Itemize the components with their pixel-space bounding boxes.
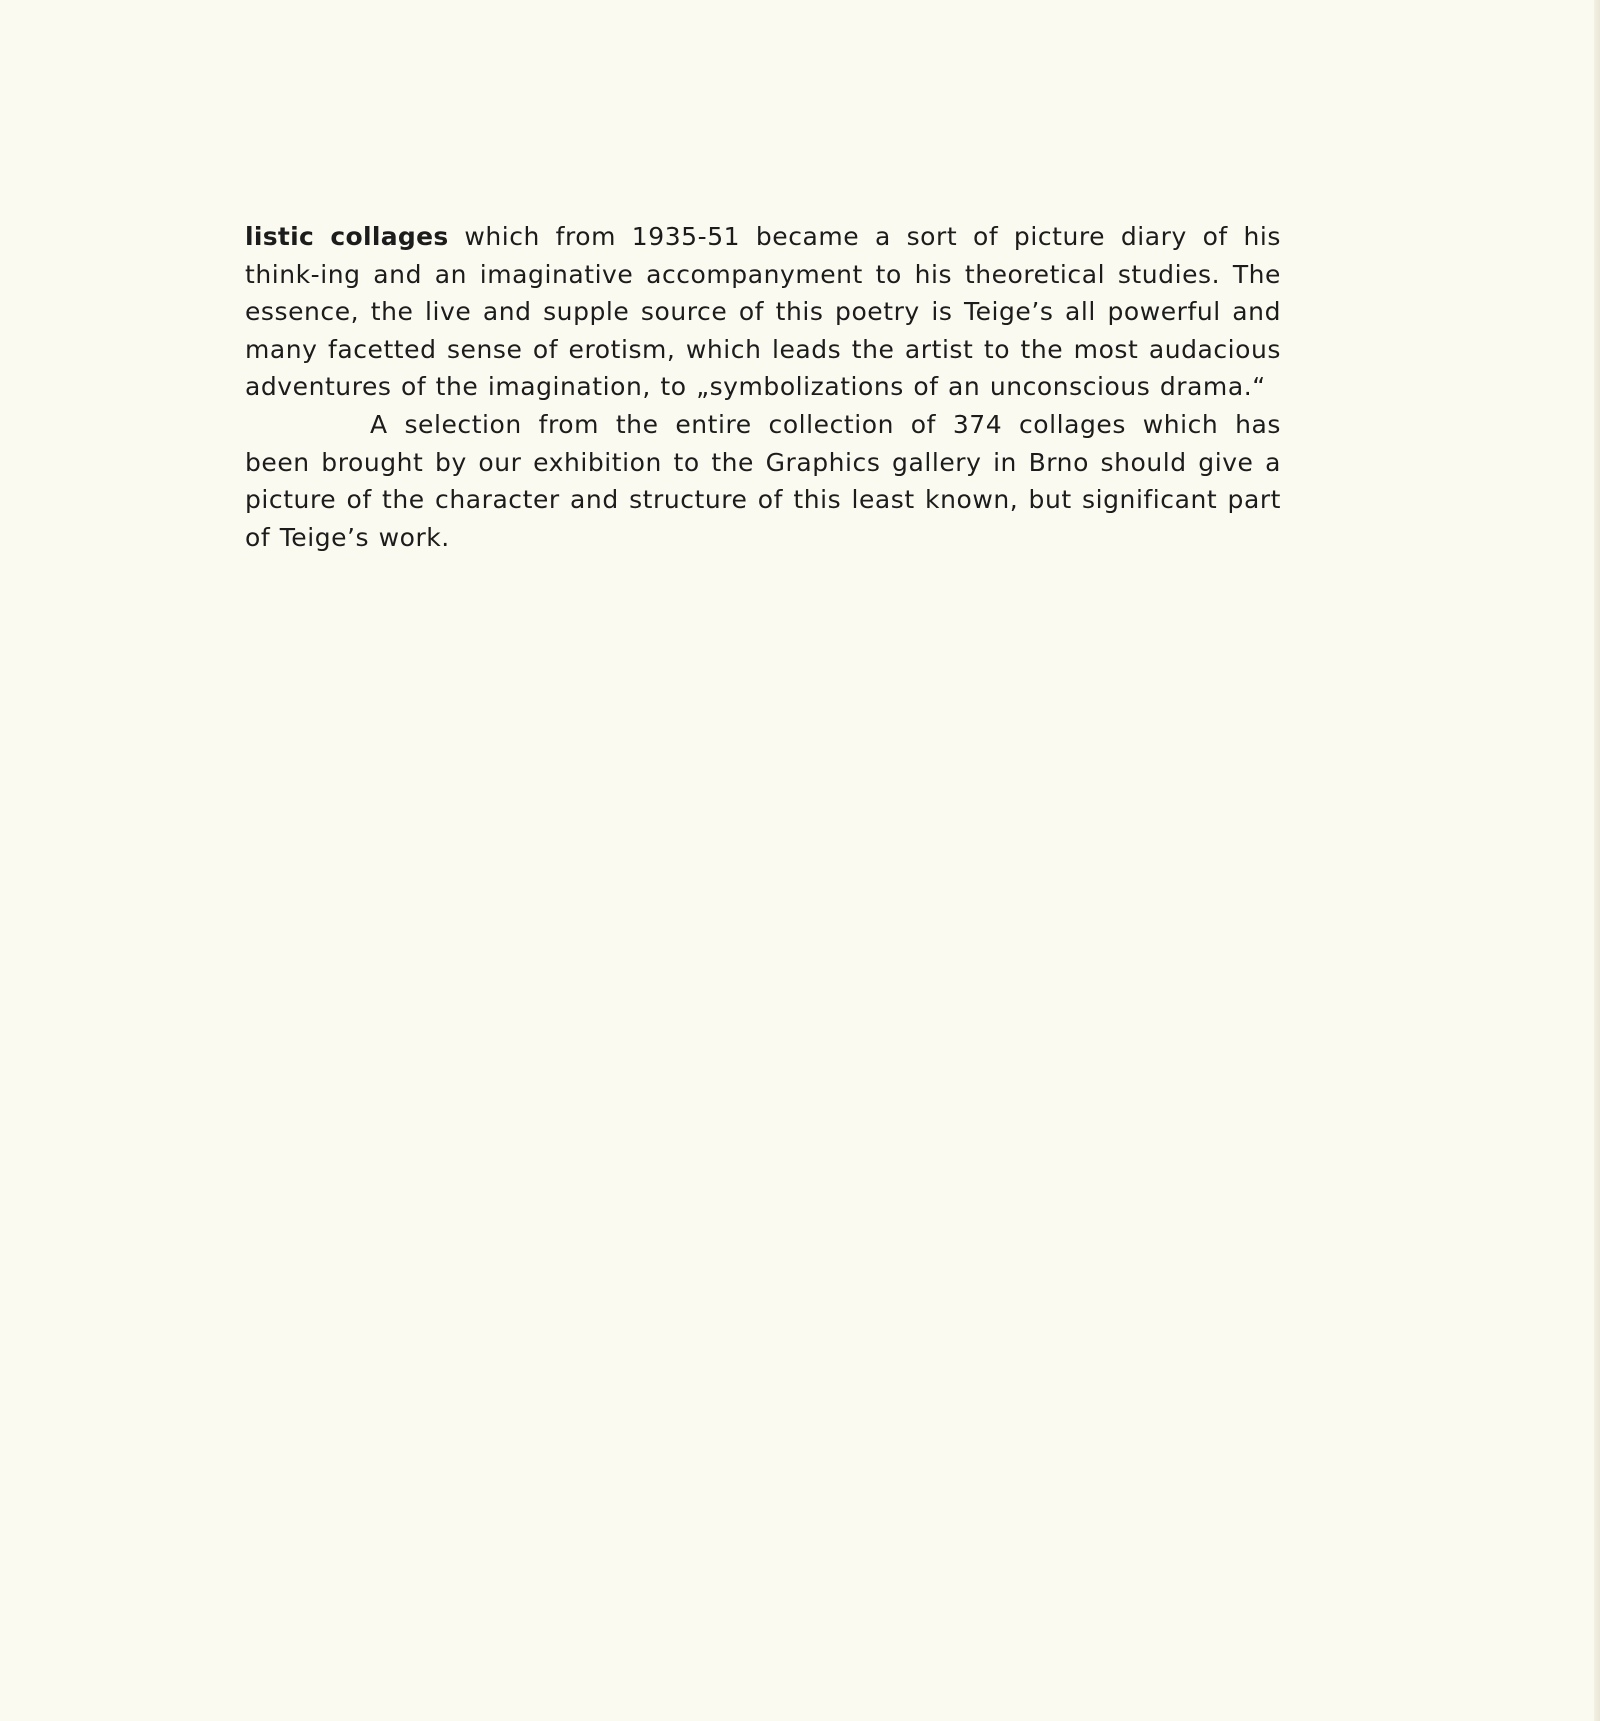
paragraph-1-text: which from 1935-51 became a sort of picture diary of his think-ing and an imaginative accompanyment to his theoretical studies. The essence, the live and supple source of this poetry is Teige’s all powerful and many facetted sense of erotism, which leads the artist to the most audacious adventures of the imagination, to „symbolizations of an unconscious drama.“ [245,222,1281,402]
paragraph-2-text: A selection from the entire collection of 374 collages which has been brought by our exhibition to the Graphics gallery in Brno should give a picture of the character and structure of this least known, but significant part of Teige’s work. [245,409,1281,552]
paragraph-1 [245,218,1281,406]
body-text [245,218,1281,556]
paragraph-2 [245,406,1281,556]
paragraph-1-lead: listic collages [245,222,449,251]
page-edge [1594,0,1600,1721]
